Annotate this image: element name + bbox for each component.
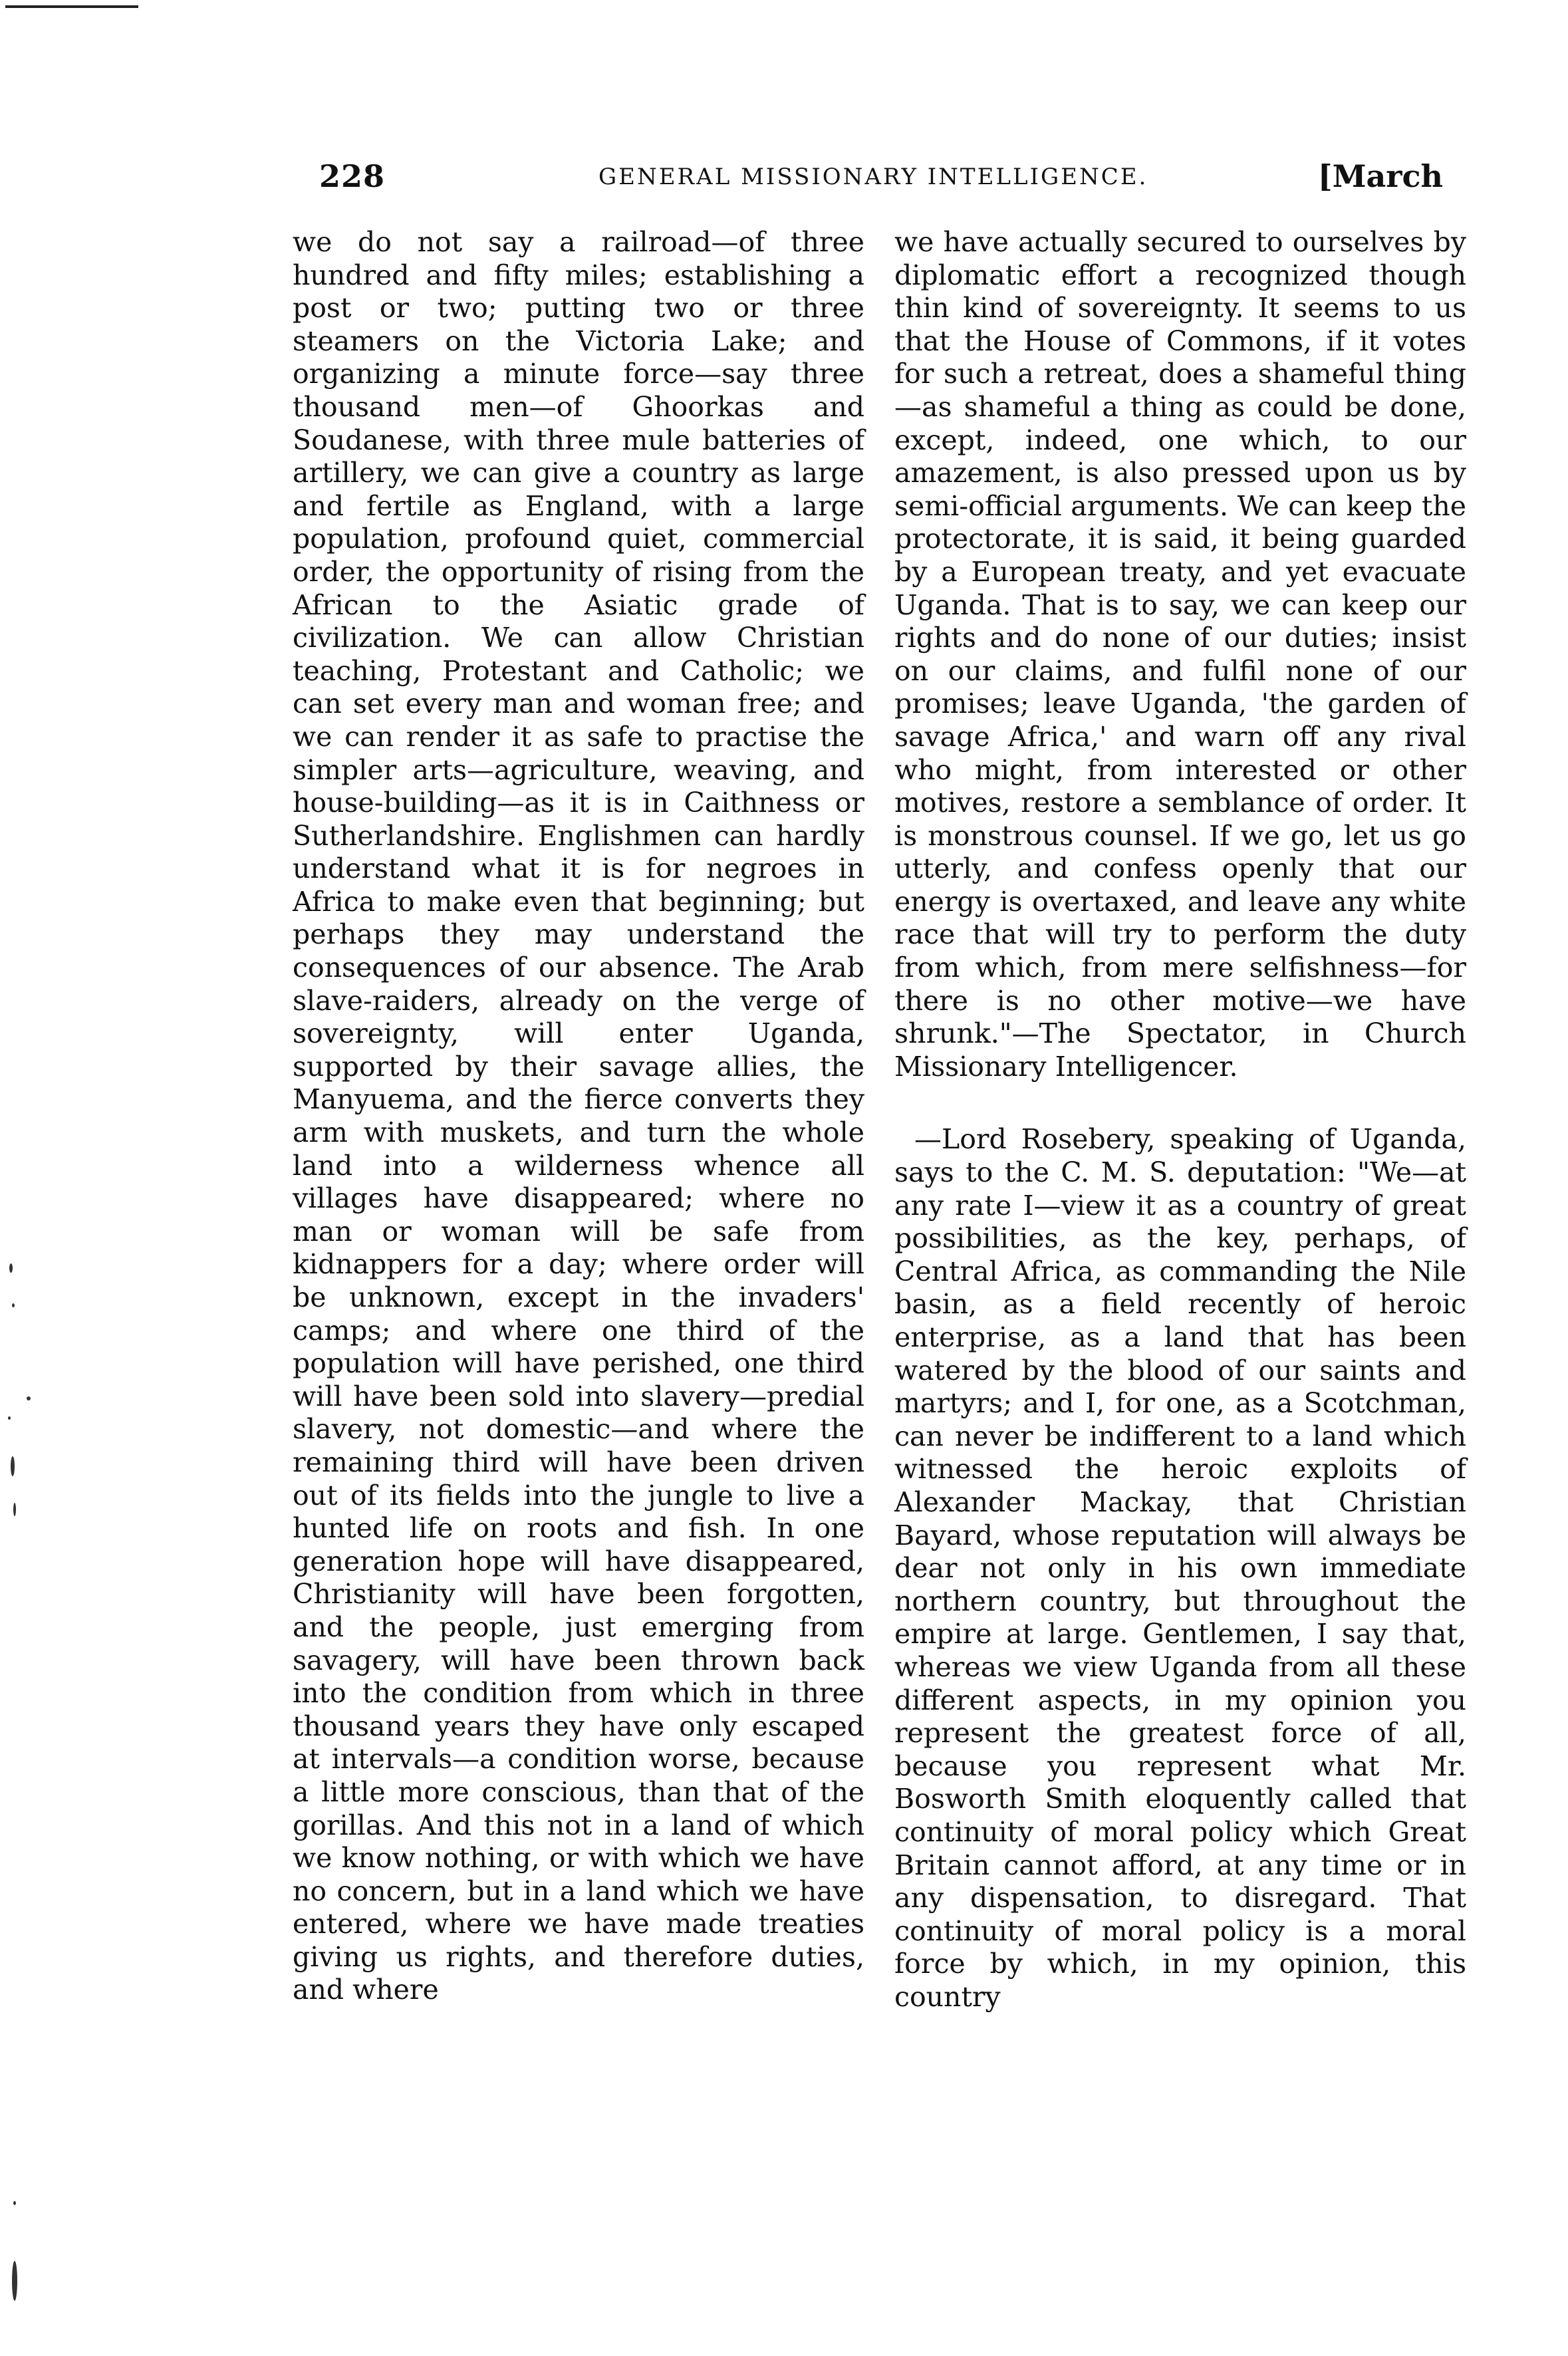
rosebery-paragraph: —Lord Rosebery, speaking of Uganda, says to the C. M. S. deputation: "We—at any rate I—view it as a country of great possibilities, as the key, perhaps, of Central Africa, as commanding the Nile basin, as a field recently of heroic enterprise, as a land that has been watered by the blood of our saints and martyrs; and I, for one, as a Scotchman, can never be indifferent to a land which witnessed the heroic exploits of Alexander Mackay, that Christian Bayard, whose reputation will always be dear not only in his own immediate northern country, but throughout the empire at large. Gentlemen, I say that, whereas we view Uganda from all these different aspects, in my opinion you represent the greatest force of all, because you represent what Mr. Bosworth Smith eloquently called that continuity of moral policy which Great Britain cannot afford, at any time or in any dispensation, to disregard. That continuity of moral policy is a moral force by which, in my opinion, this country — [894, 1123, 1466, 2013]
page-header — [319, 158, 1443, 205]
scan-speck — [8, 1416, 11, 1420]
scan-speck — [12, 1303, 15, 1307]
left-column-text: we do not say a railroad—of three hundred and fifty miles; establishing a post or two; putting two or three steamers on the Victoria Lake; and organizing a minute force—say three thousand men—of Ghoorkas and Soudanese, with three mule batteries of artillery, we can give a country as large and fertile as England, with a large population, profound quiet, commercial order, the opportunity of rising from the African to the Asiatic grade of civilization. We can allow Christian teaching, Protestant and Catholic; we can set every man and woman free; and we can render it as safe to practise the simpler arts—agriculture, weaving, and house-building—as it is in Caithness or Sutherlandshire. Englishmen can hardly understand what it is for negroes in Africa to make even that beginning; but perhaps they may understand the consequences of our absence. The Arab slave-raiders, already on the verge of sovereignty, will enter Uganda, supported by their savage allies, the Manyuema, and the fierce converts they arm with muskets, and turn the whole land into a wilderness whence all villages have disappeared; where no man or woman will be safe from kidnappers for a day; where order will be unknown, except in the invaders' camps; and where one third of the population will have perished, one third will have been sold into slavery—predial slavery, not domestic—and where the remaining third will have been driven out of its fields into the jungle to live a hunted life on roots and fish. In one generation hope will have disappeared, Christianity will have been forgotten, and the people, just emerging from savagery, will have been thrown back into the condition from which in three thousand years they have only escaped at intervals—a condition worse, because a little more conscious, than that of the gorillas. And this not in a land of which we know nothing, or with which we have no concern, but in a land which we have entered, where we have made treaties giving us rights, and therefore duties, and where — [293, 226, 864, 2006]
running-title: GENERAL MISSIONARY INTELLIGENCE. — [598, 164, 1148, 190]
scan-speck — [13, 1503, 16, 1516]
right-column — [894, 226, 1466, 2014]
scan-margin-marks — [0, 1197, 40, 2327]
left-column — [293, 226, 864, 2007]
month-label: [March — [1317, 158, 1443, 194]
scan-speck — [27, 1396, 31, 1400]
spectator-quote-paragraph: we have actually secured to ourselves by diplomatic effort a recognized though thin kind of sovereignty. It seems to us that the House of Commons, if it votes for such a retreat, does a shameful thing—as shameful a thing as could be done, except, indeed, one which, to our amazement, is also pressed upon us by semi-official arguments. We can keep the protectorate, it is said, it being guarded by a European treaty, and yet evacuate Uganda. That is to say, we can keep our rights and do none of our duties; insist on our claims, and fulfil none of our promises; leave Uganda, 'the garden of savage Africa,' and warn off any rival who might, from interested or other motives, restore a semblance of order. It is monstrous counsel. If we go, let us go utterly, and confess openly that our energy is overtaxed, and leave any white race that will try to perform the duty from which, from mere selfishness—for there is no other motive—we have shrunk."—The Spectator, in Church Missionary Intelligencer. — [894, 226, 1466, 1083]
page-number: 228 — [319, 158, 386, 194]
scan-speck — [13, 2201, 16, 2205]
scan-edge-rule — [5, 5, 138, 8]
scan-speck — [11, 1456, 15, 1476]
scan-speck — [12, 2261, 17, 2301]
scan-speck — [9, 1263, 13, 1273]
